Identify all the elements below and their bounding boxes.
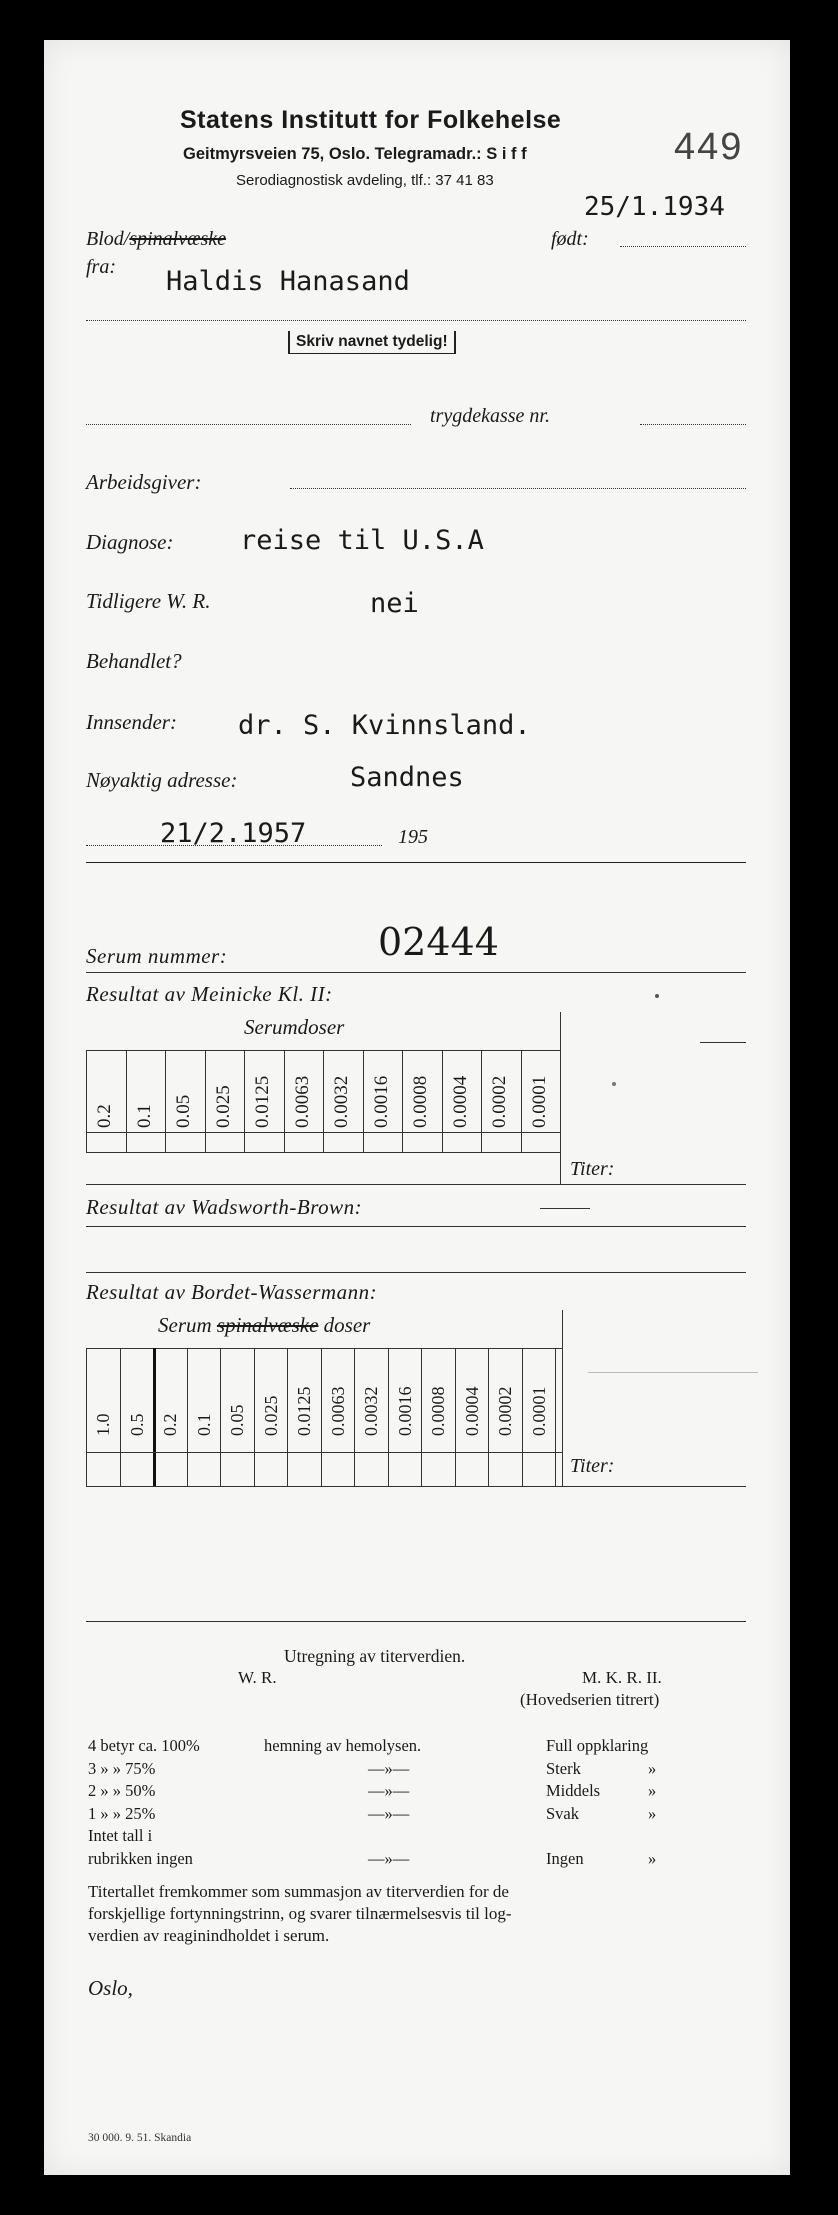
tidligere-label: Tidligere W. R. [86,589,211,613]
meinicke-col-divider [86,1050,87,1152]
bordet-dose-label: 0.2 [160,1413,180,1436]
legend-row-c: Svak [546,1803,579,1823]
tidligere-value[interactable]: nei [370,588,419,619]
legend-row-b: hemning av hemolysen. [264,1736,422,1755]
meinicke-dose-label: 0.0063 [291,1075,313,1128]
bordet-dose-label: 0.025 [260,1395,281,1436]
legend-row-a: rubrikken ingen [88,1848,193,1868]
name-dotted-line [86,320,746,321]
meinicke-dose-label: 0.0001 [528,1075,550,1128]
meinicke-title: Resultat av Meinicke Kl. II: [86,982,333,1006]
meinicke-dot-2 [612,1082,616,1086]
legend-row-b: —»— [368,1781,410,1800]
department-line: Serodiagnostisk avdeling, tlf.: 37 41 83 [236,172,494,189]
bordet-dose-label: 0.0125 [294,1386,314,1436]
meinicke-dose-label: 0.0002 [489,1075,510,1128]
bordet-col-divider [421,1348,422,1486]
birth-date: 25/1.1934 [584,192,725,222]
meinicke-dose-label: 0.1 [133,1104,155,1128]
bordet-col-divider [321,1348,322,1486]
legend-row-a: 3 » » 75% [88,1758,156,1778]
bordet-col-divider [488,1348,489,1486]
legend-row-d: » [648,1781,657,1800]
meinicke-dot [655,994,659,998]
bordet-col-divider [354,1348,355,1486]
bordet-col-divider [455,1348,456,1486]
institute-address: Geitmyrsveien 75, Oslo. Telegramadr.: S i f f [183,145,527,163]
legend-row-d: » [648,1848,657,1868]
bordet-col-divider [220,1348,221,1486]
patient-name[interactable]: Haldis Hanasand [166,266,410,297]
serial-number: 449 [674,126,744,168]
fodt-dotted-line [620,246,746,247]
date-dotted-line [86,845,382,846]
adresse-value[interactable]: Sandnes [350,762,464,793]
meinicke-dose-label: 0.0008 [410,1075,431,1128]
meinicke-col-divider [402,1050,403,1152]
serum-line [86,972,746,973]
blod-text: Blod/ [86,228,130,250]
blod-label [86,228,226,251]
bordet-right-mark [588,1372,758,1373]
arbeidsgiver-label: Arbeidsgiver: [86,470,202,494]
trygdekasse-label: trygdekasse nr. [430,405,550,427]
legend-row-a: Intet tall i [88,1826,153,1845]
footer-oslo: Oslo, [88,1976,133,2000]
bordet-subtitle [158,1313,370,1338]
meinicke-right-tick [700,1042,746,1043]
divider-2 [86,1621,746,1622]
skriv-box [288,331,456,354]
bordet-sub-doser: doser [323,1313,371,1337]
legend-row-a: 4 betyr ca. 100% [88,1736,200,1755]
bordet-dose-label: 0.0008 [428,1386,448,1436]
legend-paragraph-1: Titertallet fremkommer som summasjon av titerverdien for de [88,1882,509,1901]
meinicke-dose-label: 0.2 [94,1104,115,1128]
wadsworth-mark [540,1208,590,1209]
bordet-col-divider [153,1348,156,1486]
diagnose-label: Diagnose: [86,530,174,554]
meinicke-dose-label: 0.0016 [370,1075,392,1128]
bordet-sub-spinal: spinalvæske [216,1313,319,1337]
fodt-label: født: [551,228,589,250]
meinicke-dose-label: 0.0004 [449,1075,471,1128]
bordet-dose-label: 0.0004 [461,1386,482,1436]
meinicke-dose-label: 0.05 [173,1094,194,1128]
bordet-dose-label: 0.5 [126,1413,147,1436]
meinicke-line-b [86,1152,560,1153]
legend-row-c: Sterk [546,1758,581,1778]
bordet-col-divider [254,1348,255,1486]
diagnose-value[interactable]: reise til U.S.A [240,525,484,556]
meinicke-col-divider [560,1050,561,1152]
serum-label: Serum nummer: [86,944,228,968]
spinal-struck: spinalvæske [129,228,226,250]
meinicke-col-divider [165,1050,166,1152]
meinicke-result-row-line [86,1132,560,1133]
adresse-label: Nøyaktig adresse: [86,768,238,792]
meinicke-titer-label: Titer: [570,1158,615,1180]
bordet-dose-label: 1.0 [93,1413,113,1436]
wadsworth-line-b [86,1272,746,1273]
legend-row-c: Full oppklaring [546,1736,649,1755]
bordet-dose-label: 0.0002 [495,1386,515,1436]
trygd-dotted-left [86,424,411,425]
year-prefix: 195 [398,826,428,848]
meinicke-col-divider [244,1050,245,1152]
bordet-col-divider [187,1348,188,1486]
bordet-col-divider [555,1348,556,1486]
fra-label: fra: [86,256,116,278]
behandlet-label: Behandlet? [86,649,182,673]
bordet-line-c [86,1486,746,1487]
meinicke-line-c [86,1184,746,1185]
bordet-titer-label: Titer: [570,1455,615,1477]
date-value[interactable]: 21/2.1957 [160,818,307,849]
bordet-dose-label: 0.1 [193,1413,214,1436]
legend-row-d: » [648,1758,657,1778]
legend-paragraph-2: forskjellige fortynningstrinn, og svarer tilnærmelsesvis til log- [88,1904,512,1923]
bordet-dose-label: 0.05 [227,1404,247,1436]
legend-row-b: —»— [368,1848,410,1868]
legend-row-b: —»— [368,1803,410,1823]
meinicke-col-divider [284,1050,285,1152]
arbeidsgiver-line [290,488,746,489]
divider-1 [86,862,746,863]
legend-title: Utregning av titerverdien. [284,1646,466,1666]
trygd-dotted-right [640,424,746,425]
bordet-vbar [562,1310,563,1486]
legend-row-a: 2 » » 50% [88,1781,156,1800]
bordet-dose-label: 0.0001 [528,1386,549,1436]
meinicke-col-divider [363,1050,364,1152]
meinicke-dose-label: 0.025 [212,1085,234,1128]
innsender-label: Innsender: [86,710,177,734]
legend-row-d: » [648,1803,657,1823]
bordet-col-divider [287,1348,288,1486]
meinicke-dose-label: 0.0032 [331,1075,352,1128]
institute-title: Statens Institutt for Folkehelse [180,106,562,134]
meinicke-dose-label: 0.0125 [252,1075,273,1128]
footer-printer: 30 000. 9. 51. Skandia [88,2132,192,2144]
meinicke-col-divider [126,1050,127,1152]
wadsworth-title: Resultat av Wadsworth-Brown: [86,1195,363,1219]
legend-wr: W. R. [238,1668,277,1687]
legend-row-b: —»— [368,1758,410,1778]
meinicke-col-divider [521,1050,522,1152]
wadsworth-line-a [86,1226,746,1227]
innsender-value[interactable]: dr. S. Kvinnsland. [238,710,531,741]
bordet-col-divider [388,1348,389,1486]
legend-row-c: Middels [546,1781,601,1800]
meinicke-col-divider [205,1050,206,1152]
legend-row-a: 1 » » 25% [88,1803,156,1823]
meinicke-col-divider [323,1050,324,1152]
bordet-dose-label: 0.0016 [394,1386,415,1436]
bordet-col-divider [522,1348,523,1486]
legend-row-c: Ingen [546,1848,584,1868]
skriv-text: Skriv navnet tydelig! [296,333,448,350]
bordet-col-divider [86,1348,87,1486]
legend-mkr: M. K. R. II. [582,1668,662,1687]
bordet-line-b [86,1452,562,1453]
meinicke-subtitle: Serumdoser [244,1015,345,1039]
bordet-line-a [86,1348,562,1349]
bordet-dose-label: 0.0032 [361,1386,381,1436]
bordet-title: Resultat av Bordet-Wassermann: [86,1280,378,1304]
meinicke-col-divider [481,1050,482,1152]
legend-hoved: (Hovedserien titrert) [520,1690,660,1709]
bordet-col-divider [120,1348,121,1486]
bordet-sub-serum: Serum [158,1313,212,1337]
bordet-dose-label: 0.0063 [327,1386,348,1436]
meinicke-col-divider [442,1050,443,1152]
serum-number[interactable]: 02444 [378,920,499,964]
legend-paragraph-3: verdien av reaginindholdet i serum. [88,1926,330,1945]
